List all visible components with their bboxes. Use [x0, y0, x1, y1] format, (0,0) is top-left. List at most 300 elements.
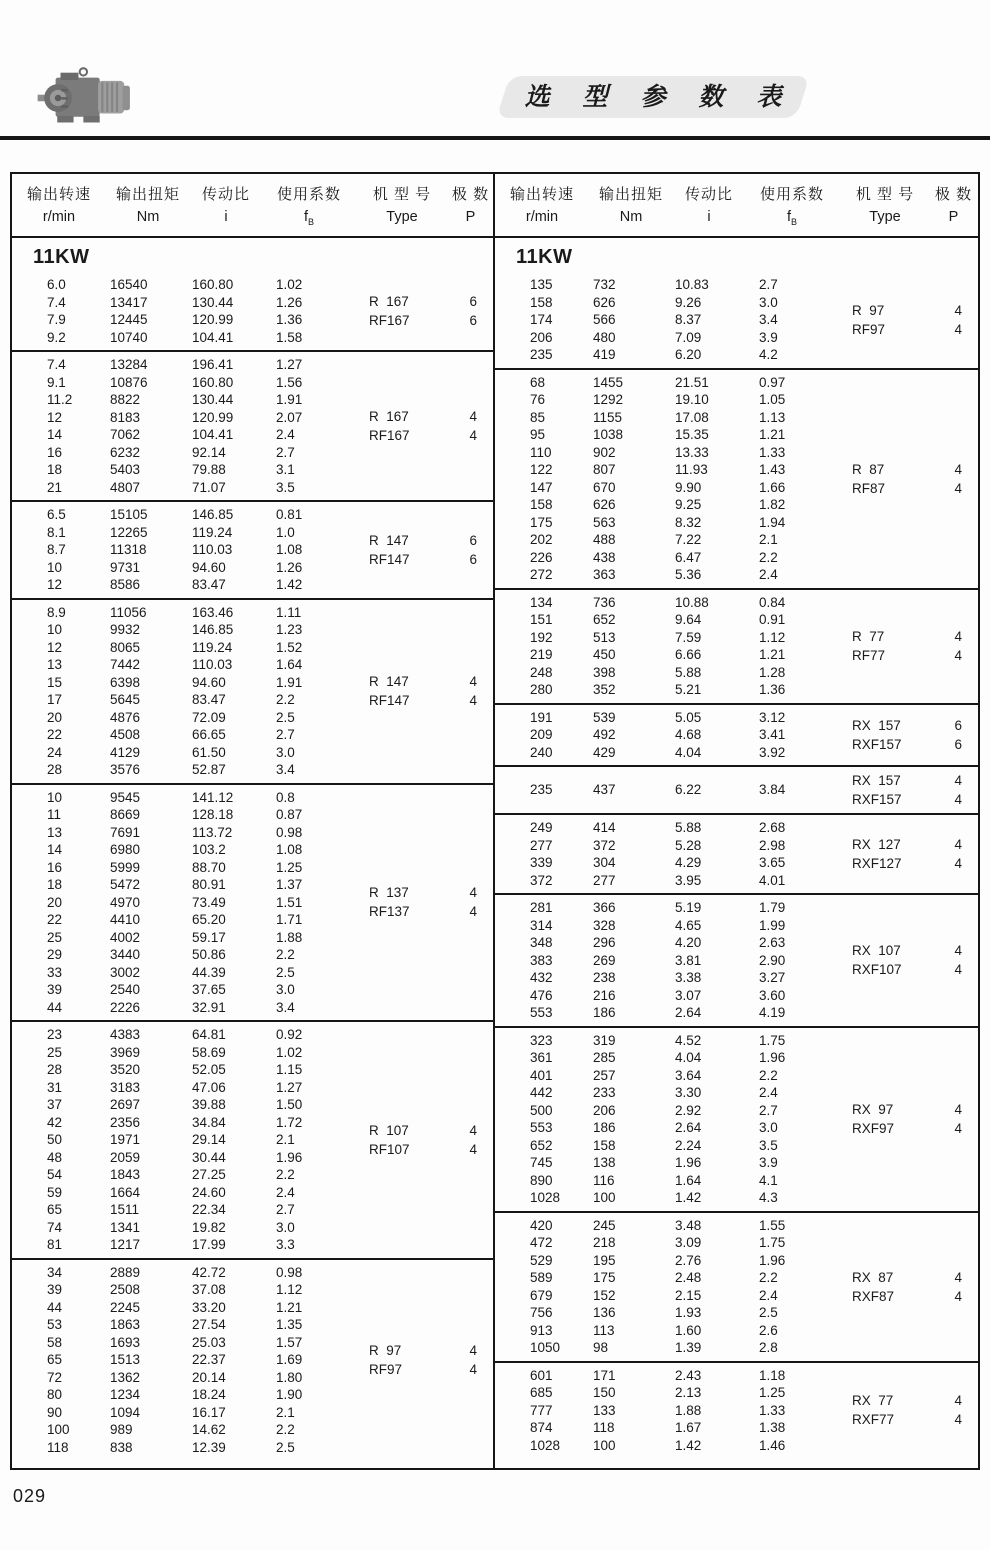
speed-cell: 147 — [530, 479, 553, 495]
ratio-cell: 30.44 — [192, 1149, 226, 1165]
service-factor-cell: 1.75 — [759, 1032, 786, 1048]
table-row — [12, 541, 339, 559]
page-number: 029 — [13, 1486, 47, 1506]
speed-cell: 118 — [47, 1439, 69, 1455]
table-row — [495, 1304, 822, 1322]
torque-cell: 233 — [593, 1085, 616, 1100]
speed-cell: 11.2 — [47, 392, 73, 407]
table-row — [12, 1079, 339, 1097]
type-line — [852, 735, 962, 754]
ratio-cell: 4.29 — [675, 855, 702, 870]
type-line — [369, 1360, 477, 1379]
speed-cell: 777 — [530, 1402, 553, 1418]
table-row — [12, 524, 339, 542]
ratio-group — [495, 765, 978, 813]
torque-cell: 138 — [593, 1155, 616, 1170]
table-row — [12, 1236, 339, 1254]
ratio-cell: 4.52 — [675, 1032, 702, 1048]
speed-cell: 10 — [47, 622, 63, 637]
type-block — [339, 292, 493, 330]
speed-cell: 226 — [530, 549, 553, 565]
speed-cell: 281 — [530, 900, 553, 915]
ratio-cell: 6.47 — [675, 549, 702, 565]
ratio-cell: 130.44 — [192, 294, 234, 310]
type-cell: RX 87 — [852, 1269, 894, 1285]
speed-cell: 76 — [530, 392, 546, 407]
type-line — [852, 1391, 962, 1410]
ratio-cell: 4.04 — [675, 744, 702, 760]
torque-cell: 9932 — [110, 622, 141, 637]
torque-cell: 2226 — [110, 999, 141, 1015]
table-header-half — [12, 174, 493, 238]
column-label: 极 数 — [451, 186, 490, 204]
type-cell: RX 77 — [852, 1393, 894, 1409]
column-unit: $f_B$ — [303, 209, 315, 227]
speed-cell: 277 — [530, 837, 553, 853]
ratio-cell: 4.20 — [675, 935, 702, 950]
ratio-cell: 65.20 — [192, 912, 226, 927]
torque-cell: 15105 — [110, 507, 148, 522]
torque-cell: 3440 — [110, 947, 141, 962]
ratio-cell: 52.87 — [192, 762, 226, 777]
ratio-cell: 64.81 — [192, 1027, 226, 1042]
torque-cell: 3576 — [110, 762, 141, 777]
ratio-cell: 104.41 — [192, 427, 234, 442]
speed-cell: 95 — [530, 427, 546, 442]
type-line — [369, 311, 477, 330]
type-cell: RF107 — [369, 1141, 410, 1157]
table-row — [495, 1102, 822, 1120]
torque-cell: 8669 — [110, 807, 141, 822]
table-row — [495, 819, 822, 837]
torque-cell: 13284 — [110, 357, 148, 372]
service-factor-cell: 2.68 — [759, 820, 786, 835]
table-row — [12, 576, 339, 594]
ratio-group-rows — [12, 1026, 339, 1254]
speed-cell: 23 — [47, 1027, 63, 1042]
service-factor-cell: 3.0 — [276, 744, 295, 760]
speed-cell: 280 — [530, 682, 553, 697]
torque-cell: 285 — [593, 1050, 616, 1065]
torque-cell: 5472 — [110, 877, 141, 892]
table-row — [12, 1131, 339, 1149]
ratio-group — [495, 1211, 978, 1361]
service-factor-cell: 2.6 — [759, 1322, 778, 1338]
table-row — [495, 1287, 822, 1305]
table-row — [495, 726, 822, 744]
table-row — [495, 709, 822, 727]
ratio-cell: 18.24 — [192, 1387, 226, 1402]
service-factor-cell: 2.5 — [276, 964, 295, 980]
table-row — [12, 1026, 339, 1044]
poles-cell: 4 — [954, 1102, 962, 1117]
service-factor-cell: 3.65 — [759, 855, 786, 870]
table-row — [12, 479, 339, 497]
type-line — [369, 691, 477, 710]
type-cell: R 167 — [369, 409, 409, 424]
service-factor-cell: 3.5 — [276, 479, 295, 495]
service-factor-cell: 2.2 — [759, 1270, 778, 1285]
speed-cell: 339 — [530, 855, 553, 870]
table-row — [12, 761, 339, 779]
speed-cell: 13 — [47, 657, 63, 672]
speed-cell: 1028 — [530, 1437, 561, 1453]
torque-cell: 2697 — [110, 1097, 141, 1112]
type-cell: RXF97 — [852, 1121, 895, 1136]
speed-cell: 25 — [47, 1044, 63, 1060]
ratio-group-rows — [495, 709, 822, 762]
speed-cell: 44 — [47, 1299, 63, 1315]
service-factor-cell: 1.25 — [276, 859, 303, 875]
table-row — [12, 329, 339, 347]
ratio-cell: 104.41 — [192, 329, 234, 345]
ratio-cell: 42.72 — [192, 1264, 226, 1280]
ratio-cell: 5.88 — [675, 664, 702, 680]
service-factor-cell: 0.81 — [276, 507, 303, 522]
service-factor-cell: 1.21 — [276, 1299, 303, 1315]
table-row — [495, 311, 822, 329]
column-label: 输出转速 — [509, 186, 574, 204]
ratio-group-rows — [495, 819, 822, 889]
ratio-group-rows — [495, 1367, 822, 1455]
ratio-cell: 1.64 — [675, 1172, 702, 1188]
ratio-cell: 11.93 — [675, 462, 708, 477]
column-label: 传动比 — [201, 186, 250, 204]
table-row — [12, 311, 339, 329]
column-unit: Type — [869, 209, 901, 226]
speed-cell: 44 — [47, 999, 63, 1015]
speed-cell: 24 — [47, 744, 63, 760]
ratio-cell: 110.03 — [192, 542, 233, 557]
type-line — [852, 790, 962, 809]
speed-cell: 11 — [47, 807, 62, 822]
ratio-group — [12, 598, 493, 783]
torque-cell: 1664 — [110, 1184, 141, 1200]
table-row — [495, 1004, 822, 1022]
ratio-cell: 17.08 — [675, 409, 709, 425]
type-line — [852, 771, 962, 790]
type-line — [852, 1119, 962, 1138]
ratio-cell: 146.85 — [192, 622, 234, 637]
speed-cell: 248 — [530, 664, 553, 680]
ratio-group-rows — [12, 506, 339, 594]
torque-cell: 150 — [593, 1385, 616, 1400]
table-row — [12, 391, 339, 409]
service-factor-cell: 3.41 — [759, 727, 786, 742]
table-row — [495, 1384, 822, 1402]
table-row — [12, 1219, 339, 1237]
type-cell: R 77 — [852, 629, 885, 644]
table-row — [495, 1032, 822, 1050]
speed-cell: 8.1 — [47, 524, 66, 540]
service-factor-cell: 0.97 — [759, 374, 786, 390]
speed-cell: 174 — [530, 312, 553, 327]
poles-cell: 4 — [954, 480, 962, 496]
poles-cell: 4 — [954, 1393, 962, 1409]
table-row — [495, 391, 822, 409]
column-unit: i — [707, 209, 711, 226]
speed-cell: 50 — [47, 1132, 63, 1147]
torque-cell: 98 — [593, 1340, 609, 1355]
service-factor-cell: 3.1 — [276, 462, 295, 477]
column-label: 传动比 — [684, 186, 733, 204]
torque-cell: 4129 — [110, 744, 141, 760]
torque-cell: 296 — [593, 935, 616, 950]
service-factor-cell: 1.91 — [276, 674, 303, 690]
torque-cell: 9731 — [110, 559, 141, 575]
ratio-cell: 24.60 — [192, 1184, 226, 1200]
service-factor-cell: 2.1 — [276, 1404, 295, 1420]
table-row — [495, 744, 822, 762]
table-row — [495, 531, 822, 549]
service-factor-cell: 1.36 — [276, 312, 303, 327]
speed-cell: 17 — [47, 692, 63, 707]
torque-cell: 238 — [593, 970, 616, 985]
poles-cell: 4 — [469, 409, 477, 424]
speed-cell: 361 — [530, 1050, 553, 1065]
service-factor-cell: 1.69 — [276, 1352, 303, 1367]
table-row — [12, 744, 339, 762]
torque-cell: 652 — [593, 612, 616, 627]
ratio-group — [495, 893, 978, 1026]
table-row — [495, 1402, 822, 1420]
table-row — [12, 824, 339, 842]
table-row — [12, 1201, 339, 1219]
table-row — [12, 604, 339, 622]
service-factor-cell: 1.96 — [759, 1050, 786, 1065]
type-line — [369, 902, 477, 921]
speed-cell: 202 — [530, 532, 553, 547]
torque-cell: 414 — [593, 820, 616, 835]
type-cell: R 87 — [852, 461, 885, 477]
column-label: 使用系数 — [759, 186, 824, 204]
ratio-cell: 32.91 — [192, 999, 226, 1015]
ratio-cell: 25.03 — [192, 1334, 226, 1350]
torque-cell: 670 — [593, 479, 616, 495]
poles-cell: 4 — [469, 693, 477, 708]
service-factor-cell: 1.96 — [276, 1149, 303, 1165]
speed-cell: 601 — [530, 1367, 553, 1383]
table-row — [495, 969, 822, 987]
torque-cell: 363 — [593, 567, 616, 582]
table-row — [495, 1269, 822, 1287]
poles-cell: 4 — [954, 792, 962, 807]
torque-cell: 116 — [593, 1172, 615, 1188]
type-block — [822, 460, 978, 498]
speed-cell: 372 — [530, 872, 553, 888]
service-factor-cell: 1.50 — [276, 1097, 303, 1112]
speed-cell: 31 — [47, 1079, 63, 1095]
ratio-cell: 94.60 — [192, 674, 226, 690]
type-block — [339, 883, 493, 921]
table-row — [495, 1119, 822, 1137]
ratio-cell: 1.96 — [675, 1155, 702, 1170]
speed-cell: 235 — [530, 782, 553, 798]
column-label: 输出扭矩 — [115, 186, 180, 204]
table-row — [12, 1149, 339, 1167]
torque-cell: 1155 — [593, 409, 623, 425]
type-line — [369, 426, 477, 445]
column-unit: Nm — [136, 209, 160, 226]
table-row — [495, 1172, 822, 1190]
table-row — [495, 872, 822, 890]
ratio-group — [495, 703, 978, 766]
type-line — [852, 960, 962, 979]
table-row — [495, 646, 822, 664]
poles-cell: 4 — [954, 962, 962, 978]
type-line — [852, 941, 962, 960]
table-row — [12, 929, 339, 947]
service-factor-cell: 2.90 — [759, 952, 786, 968]
ratio-cell: 120.99 — [192, 409, 234, 425]
poles-cell: 4 — [954, 302, 962, 318]
type-line — [369, 672, 477, 691]
table-row — [12, 294, 339, 312]
torque-cell: 419 — [593, 347, 616, 362]
speed-cell: 206 — [530, 329, 553, 345]
service-factor-cell: 0.92 — [276, 1027, 303, 1042]
ratio-cell: 130.44 — [192, 392, 234, 407]
ratio-cell: 3.07 — [675, 987, 702, 1003]
header-divider-rule — [0, 136, 990, 140]
type-block — [339, 407, 493, 445]
ratio-cell: 2.64 — [675, 1120, 702, 1135]
speed-cell: 756 — [530, 1305, 553, 1320]
speed-cell: 28 — [47, 762, 63, 777]
service-factor-cell: 1.46 — [759, 1437, 786, 1453]
table-row — [12, 806, 339, 824]
ratio-cell: 1.93 — [675, 1305, 702, 1320]
poles-cell: 6 — [469, 551, 477, 567]
torque-cell: 902 — [593, 444, 616, 460]
table-row — [12, 876, 339, 894]
ratio-cell: 79.88 — [192, 462, 226, 477]
ratio-cell: 17.99 — [192, 1237, 226, 1252]
ratio-cell: 146.85 — [192, 507, 234, 522]
torque-cell: 1693 — [110, 1334, 141, 1350]
torque-cell: 3002 — [110, 964, 141, 980]
torque-cell: 216 — [593, 987, 616, 1003]
ratio-group-rows — [495, 781, 822, 799]
ratio-group-rows — [12, 276, 339, 346]
speed-cell: 18 — [47, 877, 63, 892]
table-row — [495, 461, 822, 479]
ratio-cell: 160.80 — [192, 374, 234, 390]
service-factor-cell: 1.02 — [276, 277, 303, 292]
poles-cell: 6 — [469, 532, 477, 548]
table-row — [495, 594, 822, 612]
ratio-cell: 27.54 — [192, 1317, 226, 1332]
poles-cell: 4 — [954, 837, 962, 852]
table-row — [495, 664, 822, 682]
table-row — [12, 964, 339, 982]
type-line — [369, 292, 477, 311]
service-factor-cell: 2.7 — [276, 727, 295, 742]
service-factor-cell: 4.19 — [759, 1005, 786, 1020]
service-factor-cell: 1.71 — [276, 912, 303, 927]
type-line — [369, 1121, 477, 1140]
speed-cell: 401 — [530, 1067, 553, 1083]
torque-cell: 7062 — [110, 427, 141, 442]
table-row — [495, 444, 822, 462]
ratio-cell: 2.13 — [675, 1385, 702, 1400]
speed-cell: 442 — [530, 1085, 553, 1100]
poles-cell: 4 — [954, 629, 962, 644]
torque-cell: 438 — [593, 549, 616, 565]
ratio-cell: 80.91 — [192, 877, 226, 892]
column-label: 极 数 — [934, 186, 973, 204]
torque-cell: 12265 — [110, 524, 148, 540]
service-factor-cell: 3.60 — [759, 987, 786, 1003]
torque-cell: 429 — [593, 744, 616, 760]
type-block — [339, 1341, 493, 1379]
column-unit: Nm — [619, 209, 643, 226]
ratio-cell: 9.90 — [675, 479, 702, 495]
speed-cell: 432 — [530, 970, 553, 985]
ratio-cell: 33.20 — [192, 1299, 226, 1315]
torque-cell: 8065 — [110, 639, 141, 655]
service-factor-cell: 1.13 — [759, 409, 786, 425]
poles-cell: 4 — [954, 1269, 962, 1285]
service-factor-cell: 1.43 — [759, 462, 786, 477]
torque-cell: 398 — [593, 664, 616, 680]
speed-cell: 28 — [47, 1062, 63, 1077]
type-cell: RXF157 — [852, 792, 902, 807]
ratio-cell: 58.69 — [192, 1044, 226, 1060]
torque-cell: 4970 — [110, 894, 141, 910]
service-factor-cell: 1.37 — [276, 877, 303, 892]
ratio-cell: 6.66 — [675, 647, 702, 662]
speed-cell: 14 — [47, 842, 63, 857]
speed-cell: 65 — [47, 1202, 63, 1217]
service-factor-cell: 1.12 — [759, 629, 786, 645]
service-factor-cell: 1.55 — [759, 1217, 786, 1233]
service-factor-cell: 3.4 — [276, 762, 295, 777]
ratio-cell: 2.24 — [675, 1137, 702, 1153]
torque-cell: 4876 — [110, 709, 141, 725]
table-row — [12, 1114, 339, 1132]
selection-parameter-table — [10, 172, 980, 1470]
speed-cell: 53 — [47, 1317, 63, 1332]
ratio-cell: 37.08 — [192, 1282, 226, 1297]
table-row — [12, 691, 339, 709]
torque-cell: 1362 — [110, 1369, 141, 1385]
ratio-cell: 19.10 — [675, 392, 709, 407]
speed-cell: 68 — [530, 374, 546, 390]
service-factor-cell: 2.8 — [759, 1340, 778, 1355]
type-cell: RF87 — [852, 480, 886, 496]
service-factor-cell: 4.3 — [759, 1190, 778, 1205]
table-row — [12, 1334, 339, 1352]
torque-cell: 3969 — [110, 1044, 141, 1060]
ratio-cell: 6.22 — [675, 782, 702, 798]
torque-cell: 450 — [593, 647, 616, 662]
speed-cell: 1050 — [530, 1340, 561, 1355]
service-factor-cell: 1.33 — [759, 1402, 786, 1418]
service-factor-cell: 3.0 — [759, 1120, 778, 1135]
torque-cell: 13417 — [110, 294, 148, 310]
table-row — [12, 1404, 339, 1422]
torque-cell: 2059 — [110, 1149, 141, 1165]
table-row — [12, 1096, 339, 1114]
speed-cell: 175 — [530, 514, 553, 530]
speed-cell: 110 — [530, 444, 552, 460]
table-row — [495, 409, 822, 427]
table-row — [495, 1137, 822, 1155]
speed-cell: 219 — [530, 647, 553, 662]
ratio-cell: 8.32 — [675, 514, 702, 530]
torque-cell: 1217 — [110, 1237, 141, 1252]
